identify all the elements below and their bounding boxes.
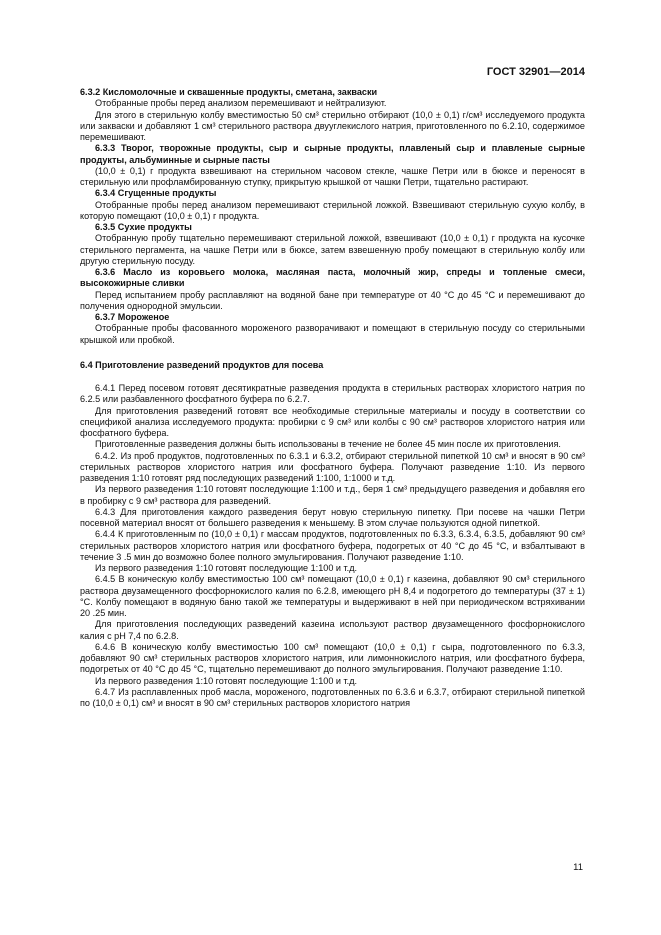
subsection-heading: 6.3.2 Кисломолочные и сквашенные продукты, сметана, закваски bbox=[80, 87, 378, 97]
paragraph: Из первого разведения 1:10 готовят последующие 1:100 и т.д., беря 1 см³ предыдущего разведения и добавляя его в пробирку с 9 см³ раствора для разведений. bbox=[80, 484, 585, 506]
section-heading: 6.4 Приготовление разведений продуктов для посева bbox=[80, 359, 324, 370]
paragraph: Отобранные пробы перед анализом перемешивают стерильной ложкой. Взвешивают стерильную сухую колбу, в которую помещают (10,0 ± 0,1) г продукта. bbox=[80, 199, 585, 221]
paragraph: 6.4.3 Для приготовления каждого разведения берут новую стерильную пипетку. При посеве на чашки Петри посевной материал вносят от большего разведения к меньшему. В этом случае пользуются одной пипеткой. bbox=[80, 506, 585, 528]
paragraph: Приготовленные разведения должны быть использованы в течение не более 45 мин после их приготовления. bbox=[95, 439, 561, 450]
paragraph: Из первого разведения 1:10 готовят последующие 1:100 и т.д. bbox=[95, 675, 358, 686]
paragraph: Из первого разведения 1:10 готовят последующие 1:100 и т.д. bbox=[95, 563, 358, 573]
paragraph: 6.4.4 К приготовленным по (10,0 ± 0,1) г массам продуктов, подготовленных по 6.3.3, 6.3.4, 6.3.5, добавляют 90 см³ стерильных растворов хлористого натрия или фосфатного буфера, подогретых от 40 °С до 45 °С, и взбалтывают в течение 3 .5 мин до возможно более полного эмульгирования. Получают разведение 1:10. bbox=[80, 529, 585, 562]
subsection-heading: 6.3.7 Мороженое bbox=[95, 312, 170, 322]
subsection-heading: 6.3.6 Масло из коровьего молока, масляная паста, молочный жир, спреды и топленые смеси, высокожирные сливки bbox=[80, 267, 585, 289]
paragraph: Перед испытанием пробу расплавляют на водяной бане при температуре от 40 °С до 45 °С и перемешивают до получения однородной эмульсии. bbox=[80, 289, 585, 311]
document-body bbox=[80, 87, 585, 709]
paragraph: (10,0 ± 0,1) г продукта взвешивают на стерильном часовом стекле, чашке Петри или в бюксе и переносят в стерильную или профламбированную ступку, прикрытую крышкой от чашки Петри, тщательно растирают. bbox=[80, 165, 585, 187]
paragraph: 6.4.1 Перед посевом готовят десятикратные разведения продукта в стерильных растворах хлористого натрия по 6.2.5 или разбавленного фосфатного буфера по 6.2.7. bbox=[80, 383, 585, 405]
paragraph: 6.4.7 Из расплавленных проб масла, мороженого, подготовленных по 6.3.6 и 6.3.7, отбирают стерильной пипеткой по (10,0 ± 0,1) см³ и вносят в 90 см³ стерильных растворов хлористого натрия bbox=[80, 686, 585, 708]
paragraph: Отобранные пробы перед анализом перемешивают и нейтрализуют. bbox=[95, 98, 387, 109]
subsection-heading: 6.3.5 Сухие продукты bbox=[95, 222, 192, 232]
standard-designation: ГОСТ 32901—2014 bbox=[486, 66, 585, 78]
subsection-heading: 6.3.3 Творог, творожные продукты, сыр и сырные продукты, плавленый сыр и плавленые сырные продукты, альбуминные и сырные пасты bbox=[80, 143, 585, 165]
paragraph: Для приготовления последующих разведений казеина используют раствор двузамещенного фосфорнокислого калия с рН 7,4 по 6.2.8. bbox=[80, 619, 585, 641]
page-number: 11 bbox=[573, 862, 583, 873]
paragraph: 6.4.6 В коническую колбу вместимостью 100 см³ помещают (10,0 ± 0,1) г сыра, подготовленного по 6.3.3, добавляют 90 см³ стерильных растворов хлористого натрия, или лимоннокислого натрия, или фосфатного буфера, подогретых от 40 °С до 45 °С, тщательно перемешивают до полного эмульгирования. Получают разведение 1:10. bbox=[80, 641, 585, 675]
paragraph: Отобранные пробы фасованного мороженого разворачивают и помещают в стерильную посуду со стерильными крышкой или пробкой. bbox=[80, 323, 585, 345]
paragraph: Для этого в стерильную колбу вместимостью 50 см³ стерильно отбирают (10,0 ± 0,1) г/см³ исследуемого продукта или закваски и добавляют 1 см³ стерильного раствора двууглекислого натрия, приготовленного по 6.2.10, содержимое перемешивают. bbox=[80, 109, 585, 142]
paragraph: Для приготовления разведений готовят все необходимые стерильные материалы и посуду в соответствии со спецификой анализа исследуемого продукта: пробирки с 9 см³ или колбы с 90 см³ растворов хлористого натрия или фосфатного буфера. bbox=[80, 405, 585, 438]
paragraph: Отобранную пробу тщательно перемешивают стерильной ложкой, взвешивают (10,0 ± 0,1) г продукта на кусочке стерильного пергамента, на чашке Петри или в бюксе, затем взвешенную пробу помещают в стерильную колбу или другую стерильную посуду. bbox=[80, 233, 585, 266]
paragraph: 6.4.2. Из проб продуктов, подготовленных по 6.3.1 и 6.3.2, отбирают стерильной пипеткой 10 см³ и вносят в 90 см³ стерильных растворов хлористого натрия или фосфатного буфера. Получают разведение 1:10. Из первого разведения 1:10 готовят ряд последующих разведений 1:100, 1:1000 и т.д. bbox=[80, 450, 585, 483]
subsection-heading: 6.3.4 Сгущенные продукты bbox=[95, 188, 217, 199]
paragraph: 6.4.5 В коническую колбу вместимостью 100 см³ помещают (10,0 ± 0,1) г казеина, добавляют 90 см³ стерильного раствора двузамещенного фосфорнокислого калия по 6.2.8, имеющего рН 8,4 и подогретого до температуры (37 ± 1) °С. Колбу помещают в водяную баню такой же температуры и выдерживают в ней при периодическом встряхивании 20 .25 мин. bbox=[80, 574, 585, 618]
